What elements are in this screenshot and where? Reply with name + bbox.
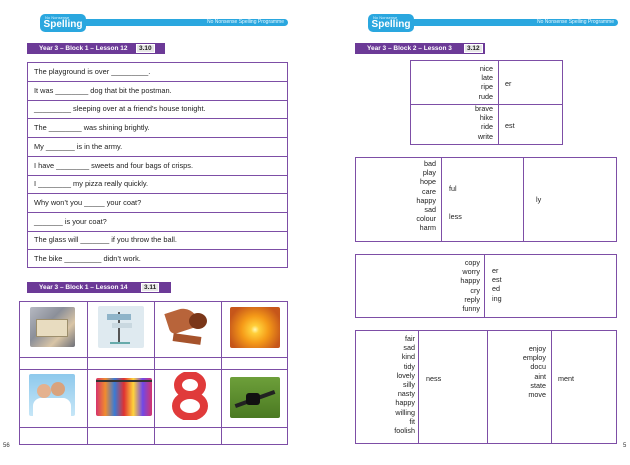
sentence-row: The glass will _______ if you throw the ball.: [28, 231, 287, 250]
page-number-left: 56: [3, 443, 10, 449]
lesson-number: 3.12: [464, 44, 483, 53]
signpost-picture: [98, 306, 144, 348]
sentence-row: It was ________ dog that bit the postman.: [28, 82, 287, 101]
sentence-row: The bike _________ didn’t work.: [34, 254, 141, 263]
sentence-row: My _______ is in the army.: [28, 138, 287, 157]
couple-picture: [29, 374, 75, 416]
header-band-left: No Nonsense Spelling Programme: [86, 19, 288, 26]
bicycle-brake-picture: [230, 377, 280, 418]
sentence-row: Why won’t you _____ your coat?: [28, 194, 287, 213]
sentence-row: The ________ was shining brightly.: [28, 119, 287, 138]
brand-logo-right: No Nonsense Spelling: [368, 14, 414, 32]
brand-logo-left: No Nonsense Spelling: [40, 14, 86, 32]
word-list: enjoy employ docu aint state move: [522, 344, 546, 400]
broken-pot-picture: [163, 305, 213, 349]
word-list: bad play hope care happy sad colour harm: [416, 159, 436, 233]
sentence-row: The playground is over _________.: [28, 63, 287, 82]
map-picture: [30, 307, 75, 347]
suffix-label: er: [505, 79, 512, 88]
sentence-row: _______ is your coat?: [28, 213, 287, 232]
sentence-table: [27, 62, 288, 268]
lesson-number: 3.10: [136, 44, 155, 53]
suffix-label: ly: [536, 195, 542, 204]
lesson-number: 3.11: [141, 283, 159, 292]
suffix-label: ment: [558, 374, 574, 383]
suffix-label: ness: [426, 374, 442, 383]
suffix-list: ful less: [449, 184, 462, 221]
lesson-header-3-12: Year 3 – Block 2 – Lesson 3 3.12: [355, 43, 485, 54]
sentence-row: I have ________ sweets and four bags of crisps.: [28, 157, 287, 176]
header-band-right: No Nonsense Spelling Programme: [414, 19, 618, 26]
lesson-header-3-10: Year 3 – Block 1 – Lesson 12 3.10: [27, 43, 165, 54]
page-number-right: 5: [623, 443, 627, 449]
number-eight-picture: [170, 372, 210, 420]
word-list: brave hike ride write: [475, 104, 493, 141]
suffix-list: er est ed ing: [492, 266, 502, 303]
lesson-header-3-11: Year 3 – Block 1 – Lesson 14 3.11: [27, 282, 171, 293]
sentence-row: I ________ my pizza really quickly.: [28, 175, 287, 194]
word-list: copy worry happy cry reply funny: [460, 258, 480, 314]
suffix-label: est: [505, 121, 515, 130]
sunset-picture: [230, 307, 280, 348]
suffix-box-er-est-ed-ing: [355, 254, 617, 318]
sentence-row: _________ sleeping over at a friend’s house tonight.: [28, 100, 287, 119]
word-list: nice late ripe rude: [478, 64, 493, 101]
clothes-rack-picture: [96, 378, 152, 416]
word-list: fair sad kind tidy lovely silly nasty happy willing fit foolish: [394, 334, 415, 436]
